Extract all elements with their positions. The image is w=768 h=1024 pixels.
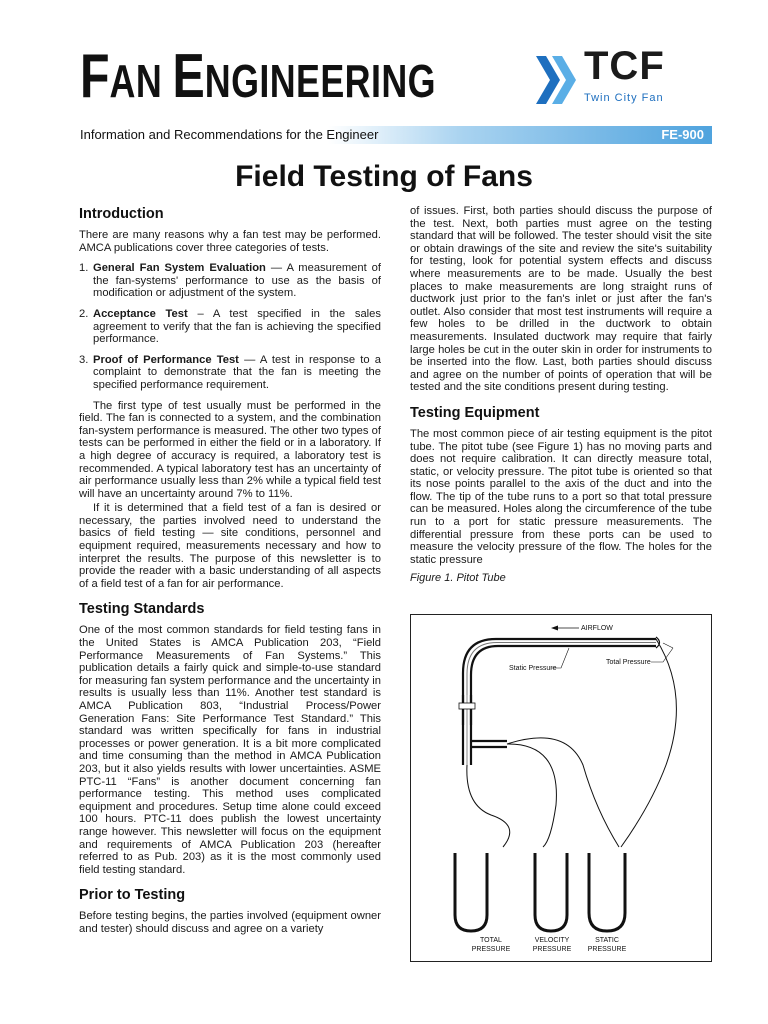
hose-total xyxy=(467,765,510,847)
list-item: 3. Proof of Performance Test — A test in response to a complaint to demonstrate that the fan is meeting the specified performance requirement. xyxy=(79,353,381,391)
list-item: 2. Acceptance Test – A test specified in the sales agreement to verify that the fan is achieving the specified performance. xyxy=(79,307,381,346)
velocity-label-2: PRESSURE xyxy=(532,946,572,953)
tagline: Information and Recommendations for the Engineer xyxy=(80,127,379,142)
logo-name: TCF xyxy=(584,44,665,88)
masthead-title xyxy=(80,42,460,118)
static-label-2: PRESSURE xyxy=(587,946,627,953)
tcf-logo xyxy=(534,44,694,110)
total-label-2: PRESSURE xyxy=(471,946,511,953)
pitot-outer-tube xyxy=(463,639,656,725)
total-pressure-label: Total Pressure xyxy=(606,659,651,666)
chevron-logo-icon xyxy=(534,50,582,110)
figure-caption: Figure 1. Pitot Tube xyxy=(410,572,506,585)
title-rest-an: AN xyxy=(109,55,173,107)
static-pressure-label: Static Pressure xyxy=(509,665,557,672)
page-title: Field Testing of Fans xyxy=(235,160,533,193)
left-column xyxy=(79,205,381,944)
pitot-inner-tube xyxy=(471,646,656,725)
manometer-velocity-pressure xyxy=(535,853,567,931)
prior-paragraph-continued: of issues. First, both parties should discuss the purpose of the test. Next, both parties must agree on the testing standard that will be followed. The tester should visit the site or obtain drawings of the site and review the site's suitability for testing, look for potential system effects and discuss where measurements are to be made. Usually the best places to make measurements are long straight runs of ductwork just prior to the fan's inlet or just after the fan's outlet. Also consider that most test instruments will require a few holes to be drilled in the ductwork to obtain measurements. Insulated ductwork may require that fairly large holes be cut in the outer skin in order for instruments to be inserted into the flow. Last, both parties should discuss and agree on the number of points of operation that will be tested and the site conditions present during testing. xyxy=(410,205,712,394)
logo-subtitle: Twin City Fan xyxy=(584,92,664,104)
manometer-total-pressure xyxy=(455,853,487,931)
pitot-center-line xyxy=(467,643,656,726)
intro-heading: Introduction xyxy=(79,206,164,222)
prior-heading: Prior to Testing xyxy=(79,887,186,904)
title-letter-f: F xyxy=(80,42,110,111)
equipment-paragraph: The most common piece of air testing equipment is the pitot tube. The pitot tube (see Figure 1) has no moving parts and does not require calibration. It can directly measure total, static, or velocity pressure. The pitot tube is oriented so that its nose points parallel to the axis of the duct and into the flow. The tip of the tube runs to a port so that total pressure can be measured. Holes along the circumference of the tube run to a port for static pressure measurements. The differential pressure from these ports can be used to measure the velocity pressure of the flow. The holes for the static pressure xyxy=(410,427,712,566)
document-code: FE-900 xyxy=(661,127,704,142)
standards-heading: Testing Standards xyxy=(79,601,205,618)
list-item: 1. General Fan System Evaluation — A measurement of the fan-systems' performance to use as the basis of modification or adjustment of the system. xyxy=(79,262,382,300)
pitot-collar xyxy=(459,703,475,709)
standards-paragraph: One of the most common standards for field testing fans in the United States is AMCA Publication 203, “Field Performance Measurements of Fan Systems.” This publication details a fairly quick and simple-to-use standard for measuring fan system performance and the uncertainty in results is usually less than 11%. Another test standard is AMCA Publication 803, “Industrial Process/Power Generation Fans: Site Performance Test Standard.” This standard was written specifically for fans in industrial processes or power generation. It is a bit more complicated and time consuming than the method in AMCA Publication 203, but it also yields results with lower uncertainties. ASME PTC-11 “Fans” is another document concerning fan performance testing. This method uses complicated equipment and procedures. Setup time alone could exceed 100 hours. PTC-11 does publish the lowest uncertainty range however. This newsletter will focus on the equipment and requirements of AMCA Publication 203 (hereafter referred to as Pub. 203) as it is the most commonly used field testing standard. xyxy=(79,624,381,876)
right-column xyxy=(410,205,712,591)
intro-paragraph-2: The first type of test usually must be performed in the field. The fan is connected to a system, and the combination fan-system performance is measured. The other two types of tests can be performed in either the field or in a laboratory. If a high degree of accuracy is required, a laboratory test is recommended. A typical laboratory test has an uncertainty of air performance usually less than 2% while a typical field test will have an uncertainty around 7% to 11%. xyxy=(79,399,381,500)
hose-velocity xyxy=(507,738,619,847)
equipment-heading: Testing Equipment xyxy=(410,404,540,421)
hose-static xyxy=(507,744,556,847)
intro-paragraph: There are many reasons why a fan test may be performed. AMCA publications cover three categories of tests. xyxy=(79,229,381,254)
title-letter-e: E xyxy=(172,42,205,111)
airflow-arrowhead xyxy=(551,626,558,631)
pitot-tube-diagram xyxy=(411,615,713,963)
static-label-1: STATIC xyxy=(595,937,619,944)
prior-paragraph: Before testing begins, the parties involved (equipment owner and tester) should discuss and agree on a variety xyxy=(79,910,381,935)
total-label-1: TOTAL xyxy=(480,937,502,944)
pitot-tube-figure xyxy=(410,614,712,962)
test-types-list xyxy=(79,262,381,391)
velocity-label-1: VELOCITY xyxy=(534,937,570,944)
airflow-label: AIRFLOW xyxy=(581,625,613,632)
intro-paragraph-3: If it is determined that a field test of a fan is desired or necessary, the parties involved need to understand the basics of field testing — site conditions, personnel and equipment required, measurements necessary and how to interpret the results. The purpose of this newsletter is to provide the reader with a basic understanding of all aspects of a field test of a fan for air performance. xyxy=(79,502,381,590)
title-rest-ngineering: NGINEERING xyxy=(204,55,436,107)
tagline-bar xyxy=(78,126,712,144)
manometer-static-pressure xyxy=(589,853,625,931)
